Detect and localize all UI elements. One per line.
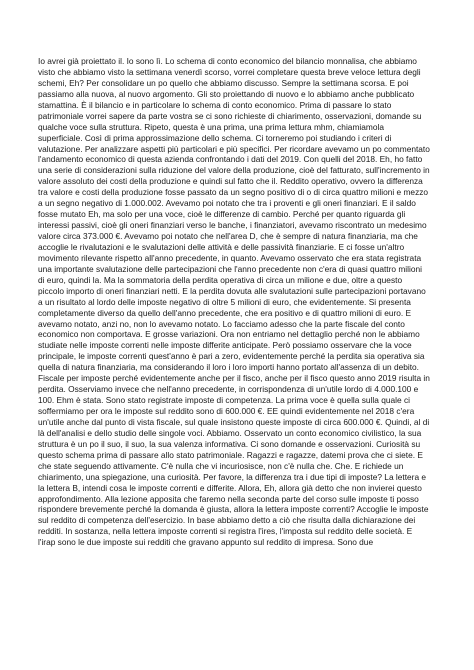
transcript-body-text: Io avrei già proiettato il. Io sono lì. Lo schema di conto economico del bilancio monnalisa, che abbiamo visto che abbiamo visto la settimana venerdì scorso, vorrei completare questa breve veloce lettura degli schemi, Eh? Per consolidare un po quello che abbiamo discusso. Sempre la settimana scorsa. E poi passiamo alla nuova, al nuovo argomento. Gli sto proiettando di nuovo e lo abbiamo anche pubblicato stamattina. È il bilancio e in particolare lo schema di conto economico. Prima di passare lo stato patrimoniale vorrei sapere da parte vostra se ci sono richieste di chiarimento, osservazioni, domande su qualche voce sulla struttura. Ripeto, questa è una prima, una prima lettura mhm, chiamiamola superficiale. Così di prima approssimazione dello schema. Ci torneremo poi studiando i criteri di valutazione. Per analizzare aspetti più particolari e più specifici. Per ricordare avevamo un po commentato l'andamento economico di questa azienda confrontando i dati del 2019. Con quelli del 2018. Eh, ho fatto una serie di considerazioni sulla riduzione del valore della produzione, cioè del fatturato, sull'incremento in valore assoluto dei costi della produzione e quindi sul fatto che il. Reddito operativo, ovvero la differenza tra valore e costi della produzione fosse passato da un segno positivo di o di circa quattro milioni e mezzo a un segno negativo di 1.000.002. Avevamo poi notato che tra i proventi e gli oneri finanziari. E il saldo fosse mutato Eh, ma solo per una voce, cioè le differenze di cambio. Perché per quanto riguarda gli interessi passivi, cioè gli oneri finanziari verso le banche, i finanziatori, avevamo riscontrato un medesimo valore circa 373.000 €. Avevamo poi notato che nell'area D, che è sempre di natura finanziaria, ma che accoglie le rivalutazioni e le svalutazioni delle attività e delle passività finanziarie. E ci fosse un'altro movimento rilevante rispetto all'anno precedente, in quanto. Avevamo osservato che era stata registrata una importante svalutazione delle partecipazioni che l'anno precedente non c'era di quasi quattro milioni di euro, quindi la. Ma la sommatoria della perdita operativa di circa un milione e due, oltre a questo piccolo importo di oneri finanziari netti. E la perdita dovuta alle svalutazioni sulle partecipazioni portavano a un risultato al lordo delle imposte negativo di oltre 5 milioni di euro, che evidentemente. Si presenta completamente diverso da quello dell'anno precedente, che era positivo e di quattro milioni di euro. E avevamo notato, anzi no, non lo avevamo notato. Lo facciamo adesso che la parte fiscale del conto economico non comportava. E grosse variazioni. Ora non entriamo nel dettaglio perché non le abbiamo studiate nelle imposte correnti nelle imposte differite anticipate. Però possiamo osservare che la voce principale, le imposte correnti quest'anno è pari a zero, evidentemente perché la perdita sia operativa sia quella di natura finanziaria, ma considerando il loro i loro importi hanno portato all'assenza di un debito. Fiscale per imposte perché evidentemente anche per il fisco, anche per il fisco questo anno 2019 risulta in perdita. Osserviamo invece che nell'anno precedente, in corrispondenza di un'utile lordo di 4.000.100 e 100. Ehm è stata. Sono stato registrate imposte di competenza. La prima voce è quella sulla quale ci soffermiamo per ora le imposte sul reddito sono di 600.000 €. EE quindi evidentemente nel 2018 c'era un'utile anche dal punto di vista fiscale, sul quale insistono queste imposte di circa 600.000 €. Quindi, al di là dell'analisi e dello studio delle singole voci. Abbiamo. Osservato un conto economico civilistico, la sua struttura è un po il suo, il suo, la sua valenza informativa. Ci sono domande e osservazioni. Curiosità su questo schema prima di passare allo stato patrimoniale. Ragazzi e ragazze, datemi prova che ci siete. E che state seguendo attivamente. C'è nulla che vi incuriosisce, non c'è nulla che. Che. E richiede un chiarimento, una spiegazione, una curiosità. Per favore, la differenza tra i due tipi di imposte? La lettera e la lettera B, intendi cosa le imposte correnti e differite. Allora, Eh, allora già detto che non invierei questo approfondimento. Alla lezione apposita che faremo nella seconda parte del corso sulle imposte ti posso rispondere brevemente perché la domanda è giusta, allora la lettera imposte correnti? Accoglie le imposte sul reddito di competenza dell'esercizio. In base abbiamo detto a ciò che risulta dalla dichiarazione dei redditi. In sostanza, nella lettera imposte correnti si registra l'ires, l'imposta sul reddito delle società. E l'irap sono le due imposte sui redditi che gravano appunto sul reddito di impresa. Sono due [38, 56, 430, 548]
